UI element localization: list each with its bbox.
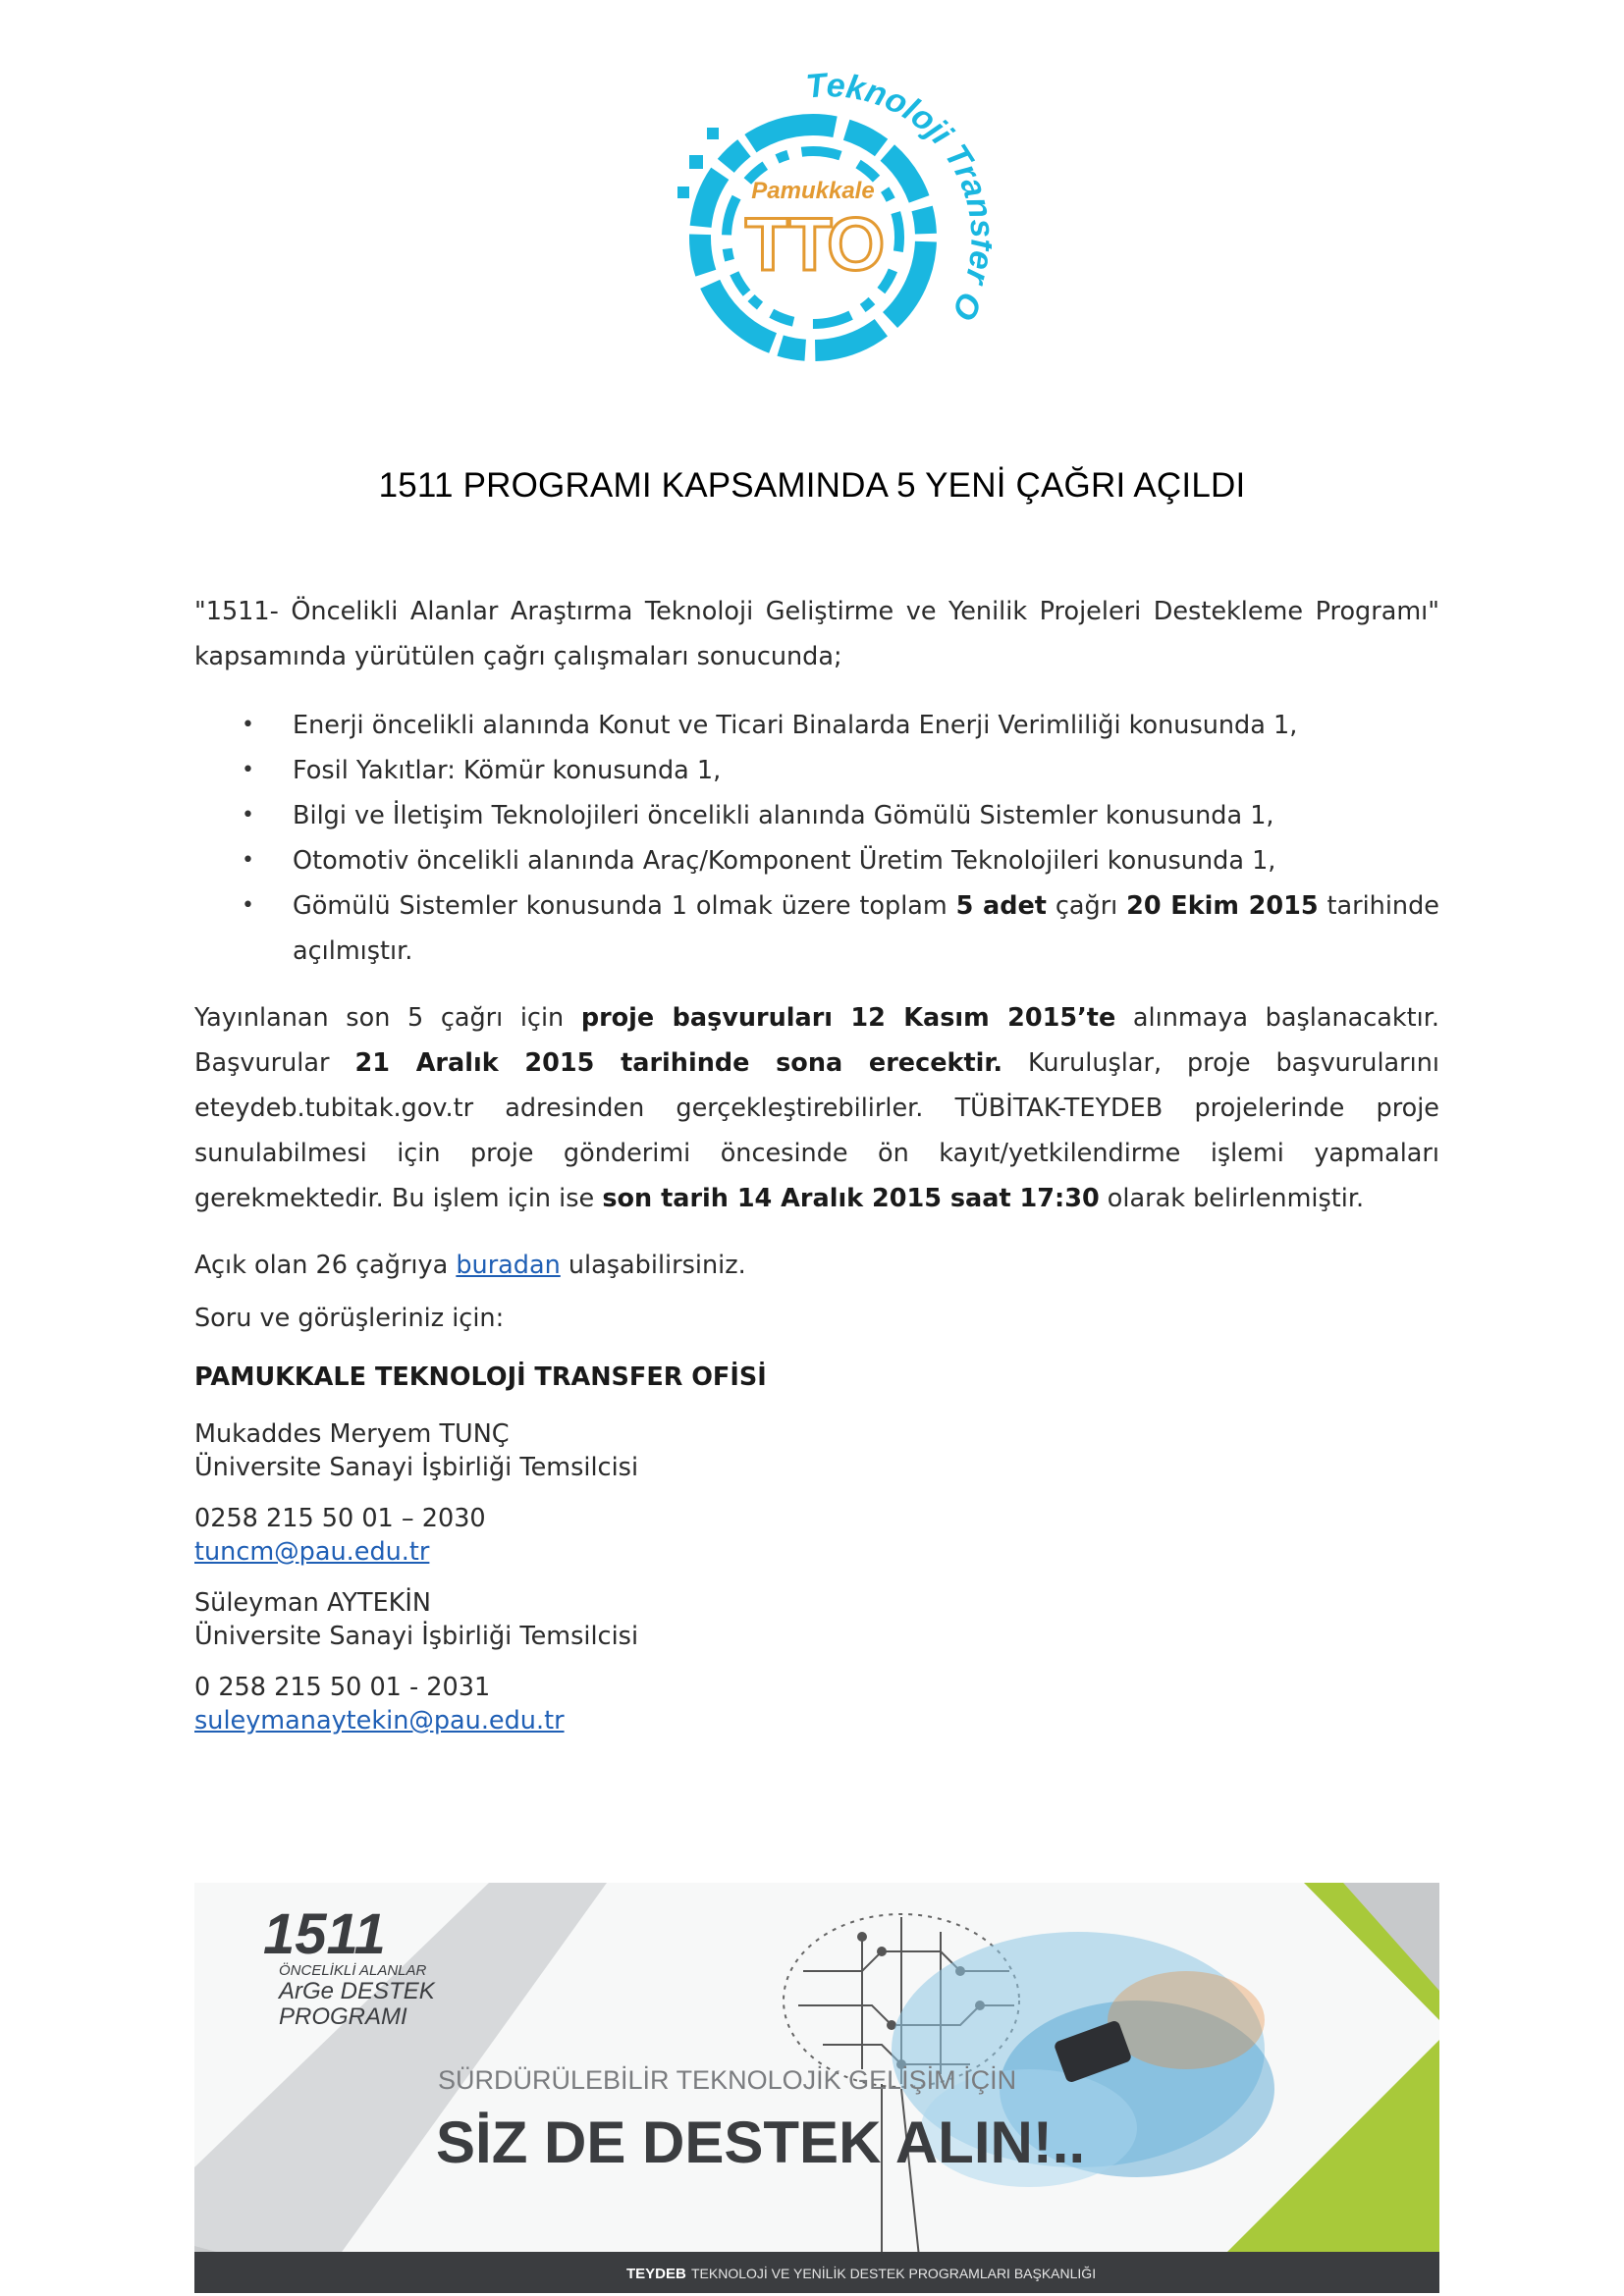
- list-item-total: • Gömülü Sistemler konusunda 1 olmak üzere toplam 5 adet çağrı 20 Ekim 2015 tarihinde açılmıştır.: [293, 883, 1439, 974]
- pamukkale-tto-logo: [638, 59, 992, 412]
- registration-deadline: son tarih 14 Aralık 2015 saat 17:30: [602, 1184, 1100, 1213]
- banner-footer-bold: TEYDEB: [626, 2266, 686, 2282]
- organization-name: PAMUKKALE TEKNOLOJİ TRANSFER OFİSİ: [194, 1362, 767, 1392]
- logo-mark-text: TTO: [744, 203, 882, 287]
- contact-phone: 0 258 215 50 01 - 2031: [194, 1673, 491, 1702]
- application-end: 21 Aralık 2015 tarihinde sona erecektir.: [354, 1048, 1003, 1078]
- application-start: proje başvuruları 12 Kasım 2015’te: [580, 1003, 1116, 1033]
- page-title: 1511 PROGRAMI KAPSAMINDA 5 YENİ ÇAĞRI AÇILDI: [378, 466, 1246, 505]
- calls-link[interactable]: buradan: [456, 1251, 561, 1280]
- program-banner: [194, 1883, 1439, 2293]
- contact-2: [194, 1586, 1439, 1653]
- list-item: • Otomotiv öncelikli alanında Araç/Komponent Üretim Teknolojileri konusunda 1,: [293, 838, 1439, 883]
- contact-phone: 0258 215 50 01 – 2030: [194, 1504, 486, 1533]
- contact-role: Üniversite Sanayi İşbirliği Temsilcisi: [194, 1622, 639, 1651]
- logo-arc-text: Teknoloji Tra O: [804, 67, 992, 326]
- application-paragraph: Yayınlanan son 5 çağrı için proje başvuruları 12 Kasım 2015’te alınmaya başlanacaktır. Başvurular 21 Aralık 2015 tarihinde sona erecektir. Kuruluşlar, proje başvurularını eteydeb.tubitak.gov.tr adresinden gerçekleştirebilirler. TÜBİTAK-TEYDEB projelerinde proje sunulabilmesi için proje gönderimi öncesinde ön kayıt/yetkilendirme işlemi yapmaları gerekmektedir. Bu işlem için ise son tarih 14 Aralık 2015 saat 17:30 olarak belirlenmiştir.: [194, 1003, 1440, 1213]
- call-date: 20 Ekim 2015: [1126, 891, 1319, 921]
- svg-text:ArGe DESTEK: ArGe DESTEK: [279, 1978, 435, 2004]
- banner-tagline: SÜRDÜRÜLEBİLİR TEKNOLOJİK GELİŞİM İÇİN: [438, 2065, 1017, 2095]
- contact-name: Mukaddes Meryem TUNÇ: [194, 1419, 510, 1449]
- announcement-body: [194, 589, 1439, 1737]
- banner-footer-text: TEKNOLOJİ VE YENİLİK DESTEK PROGRAMLARI BAŞKANLIĞI: [691, 2266, 1097, 2281]
- contact-email-link[interactable]: tuncm@pau.edu.tr: [194, 1537, 430, 1567]
- contact-2-details: [194, 1671, 1439, 1737]
- contact-1: [194, 1417, 1439, 1484]
- call-list: [194, 703, 1439, 974]
- logo-brand-text: Pamukkale: [751, 178, 875, 204]
- contact-1-details: [194, 1502, 1439, 1569]
- svg-text:ÖNCELİKLİ ALANLAR: ÖNCELİKLİ ALANLAR: [279, 1962, 427, 1979]
- access-paragraph: Açık olan 26 çağrıya buradan ulaşabilirsiniz.: [194, 1251, 746, 1280]
- banner-slogan: SİZ DE DESTEK ALIN!..: [436, 2109, 1086, 2175]
- svg-text:PROGRAMI: PROGRAMI: [279, 2003, 407, 2030]
- contact-email-link[interactable]: suleymanaytekin@pau.edu.tr: [194, 1706, 565, 1735]
- svg-text:1511: 1511: [263, 1902, 386, 1966]
- list-item: • Enerji öncelikli alanında Konut ve Ticari Binalarda Enerji Verimliliği konusunda 1,: [293, 703, 1439, 748]
- contact-role: Üniversite Sanayi İşbirliği Temsilcisi: [194, 1453, 639, 1482]
- question-text: Soru ve görüşleriniz için:: [194, 1304, 505, 1333]
- contact-name: Süleyman AYTEKİN: [194, 1588, 431, 1618]
- intro-paragraph: "1511- Öncelikli Alanlar Araştırma Teknoloji Geliştirme ve Yenilik Projeleri Destekleme Programı" kapsamında yürütülen çağrı çalışmaları sonucunda;: [194, 597, 1439, 671]
- list-item: • Bilgi ve İletişim Teknolojileri öncelikli alanında Gömülü Sistemler konusunda 1,: [293, 793, 1439, 838]
- list-item: • Fosil Yakıtlar: Kömür konusunda 1,: [293, 748, 1439, 793]
- call-count: 5 adet: [955, 891, 1047, 921]
